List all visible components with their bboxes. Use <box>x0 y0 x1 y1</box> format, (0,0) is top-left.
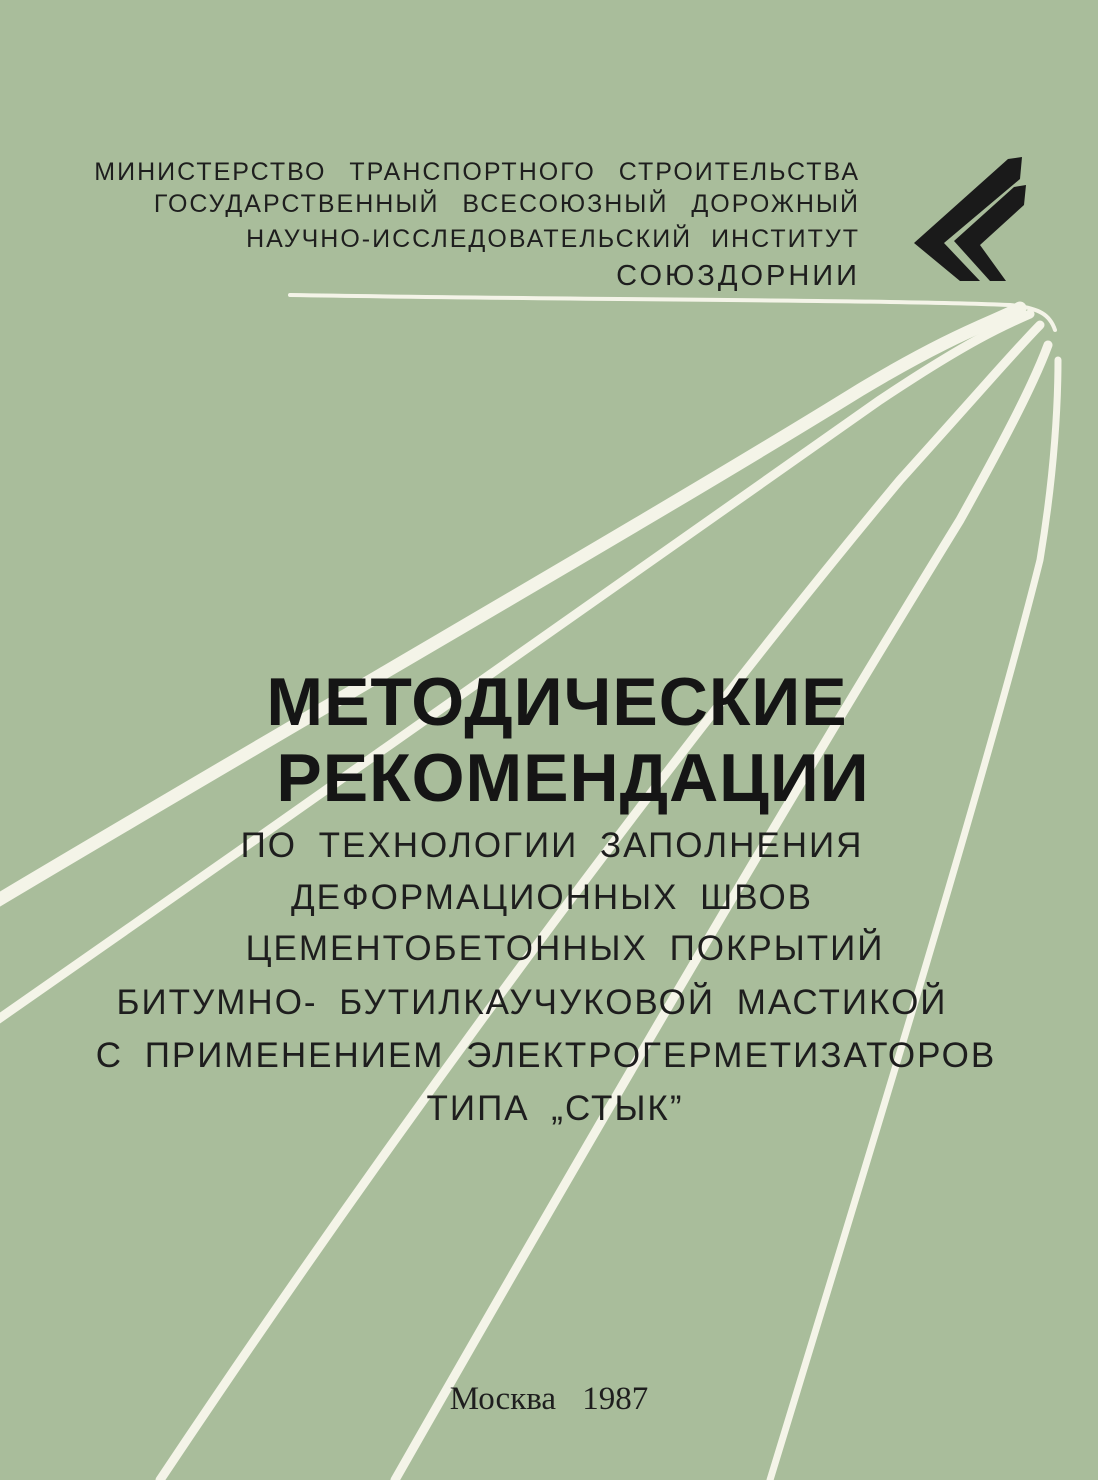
road-line-5 <box>770 360 1058 1480</box>
road-line-6 <box>290 295 1055 330</box>
title-line-2: РЕКОМЕНДАЦИИ <box>276 740 870 816</box>
subtitle-line-3: ЦЕМЕНТОБЕТОННЫХ ПОКРЫТИЙ <box>245 929 885 968</box>
imprint-city: Москва <box>449 1381 557 1417</box>
road-chevron-logo-icon <box>900 155 1030 285</box>
subtitle-line-6: ТИПА „СТЫК” <box>426 1089 684 1128</box>
header-line-institute: НАУЧНО-ИССЛЕДОВАТЕЛЬСКИЙ ИНСТИТУТ <box>246 225 860 253</box>
subtitle-line-1: ПО ТЕХНОЛОГИИ ЗАПОЛНЕНИЯ <box>240 826 864 865</box>
subtitle-line-2: ДЕФОРМАЦИОННЫХ ШВОВ <box>290 878 814 917</box>
header-line-soyuzdornii: СОЮЗДОРНИИ <box>616 260 860 292</box>
header-line-state: ГОСУДАРСТВЕННЫЙ ВСЕСОЮЗНЫЙ ДОРОЖНЫЙ <box>153 190 860 218</box>
subtitle-line-5: С ПРИМЕНЕНИЕМ ЭЛЕКТРОГЕРМЕТИЗАТОРОВ <box>95 1036 997 1075</box>
title-line-1: МЕТОДИЧЕСКИЕ <box>266 664 848 740</box>
imprint <box>0 1383 1098 1416</box>
subtitle-line-4: БИТУМНО- БУТИЛКАУЧУКОВОЙ МАСТИКОЙ <box>116 983 948 1022</box>
header-line-ministry: МИНИСТЕРСТВО ТРАНСПОРТНОГО СТРОИТЕЛЬСТВА <box>94 158 860 186</box>
imprint-year: 1987 <box>582 1381 649 1417</box>
